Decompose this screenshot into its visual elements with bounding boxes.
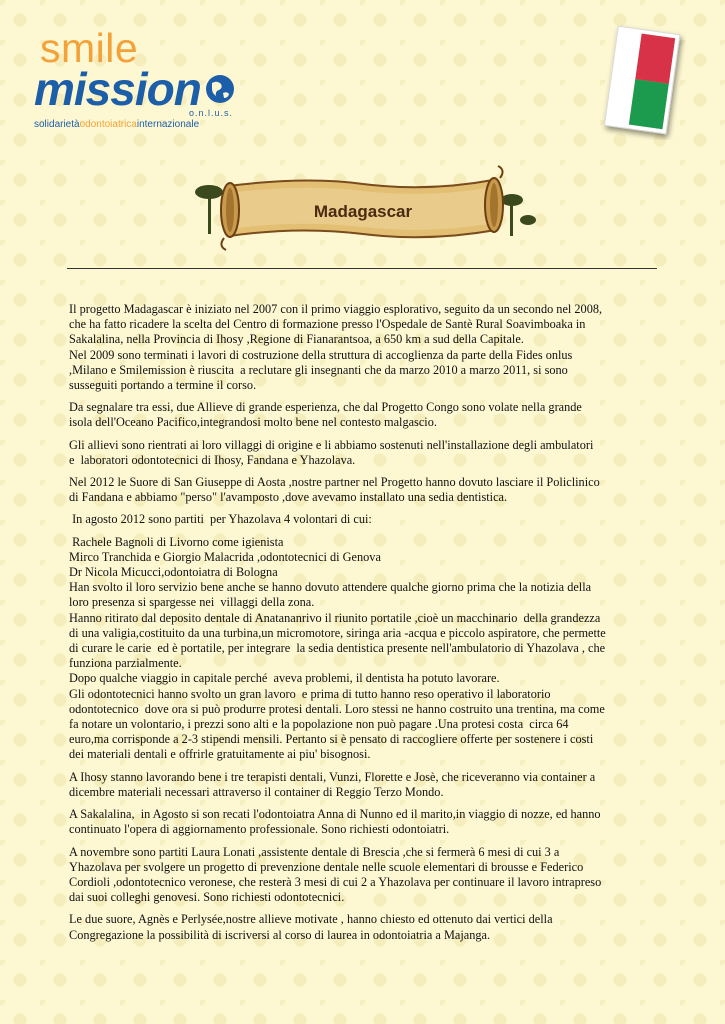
globe-icon bbox=[204, 73, 236, 105]
text-line: Rachele Bagnoli di Livorno come igienista bbox=[69, 534, 284, 549]
text-line: di una valigia,costituito da una turbina,un micromotore, siringa aria -acqua e piccolo aspiratore, che permette bbox=[69, 625, 606, 640]
paragraph bbox=[69, 512, 657, 527]
logo-onlus-text: o.n.l.u.s. bbox=[189, 108, 234, 118]
paragraph bbox=[69, 400, 657, 430]
text-line: Gli allievi sono rientrati ai loro villaggi di origine e li abbiamo sostenuti nell'installazione degli ambulatori bbox=[69, 437, 594, 452]
paragraph bbox=[69, 845, 657, 906]
text-line: susseguiti portando a termine il corso. bbox=[69, 378, 257, 393]
text-line: che ha fatto ricadere la scelta del Centro di formazione presso l'Ospedale de Santè Rural Soavimboaka in bbox=[69, 317, 586, 332]
text-line: Dopo qualche viaggio in capitale perché aveva problemi, il dentista ha potuto lavorare. bbox=[69, 671, 500, 686]
logo-tagline bbox=[34, 119, 199, 130]
text-line: Mirco Tranchida e Giorgio Malacrida ,odontotecnici di Genova bbox=[69, 549, 381, 564]
title-banner bbox=[188, 164, 538, 254]
text-line: Le due suore, Agnès e Perlysée,nostre allieve motivate , hanno chiesto ed ottenuto dai vertici della bbox=[69, 912, 553, 927]
smilemission-logo bbox=[34, 25, 249, 132]
text-line: Hanno ritirato dal deposito dentale di Anatananrivo il riunito portatile ,cioè un macchinario della grandezza bbox=[69, 610, 601, 625]
text-line: e laboratori odontotecnici di Ihosy, Fandana e Yhazolava. bbox=[69, 452, 356, 467]
paragraph bbox=[69, 770, 657, 800]
tagline-part: solidarietà bbox=[34, 119, 80, 130]
paragraph bbox=[69, 535, 657, 763]
text-line: Dr Nicola Micucci,odontoiatra di Bologna bbox=[69, 565, 278, 580]
text-line: Da segnalare tra essi, due Allieve di grande esperienza, che dal Progetto Congo sono volate nella grande bbox=[69, 400, 582, 415]
text-line: Gli odontotecnici hanno svolto un gran lavoro e prima di tutto hanno reso operativo il laboratorio bbox=[69, 686, 551, 701]
text-line: dei materiali dentali e offrirle gratuitamente ai piu' bisognosi. bbox=[69, 747, 371, 762]
horizontal-divider bbox=[67, 268, 657, 269]
text-line: Cordioli ,odontotecnico veronese, che resterà 3 mesi di cui 2 a Yhazolava per continuare il lavoro intrapreso bbox=[69, 874, 602, 889]
text-line: A Ihosy stanno lavorando bene i tre terapisti dentali, Vunzi, Florette e Josè, che riceveranno via container a bbox=[69, 769, 596, 784]
paragraph bbox=[69, 912, 657, 942]
text-line: Han svolto il loro servizio bene anche se hanno dovuto attendere qualche giorno prima che la notizia della bbox=[69, 580, 592, 595]
text-line: Nel 2009 sono terminati i lavori di costruzione della struttura di accoglienza da parte della Fides onlus bbox=[69, 347, 573, 362]
text-line: ,Milano e Smilemission è riuscita a reclutare gli insegnanti che da marzo 2010 a marzo 2011, si sono bbox=[69, 362, 568, 377]
text-line: euro,ma corrisponde a 2-3 stipendi mensili. Pertanto si è pensato di raccogliere offerte per sostenere i costi bbox=[69, 732, 594, 747]
article-body bbox=[69, 302, 657, 950]
text-line: odontotecnico dove ora si può produrre protesi dentali. Loro stessi ne hanno costruito una trentina, ma come bbox=[69, 701, 605, 716]
paragraph bbox=[69, 807, 657, 837]
text-line: di curare le carie ed è portatile, per integrare la sedia dentistica presente nell'ambulatorio di Yhazolava , che bbox=[69, 641, 606, 656]
text-line: Yhazolava per svolgere un progetto di prevenzione dentale nelle scuole elementari di brousse e Federico bbox=[69, 859, 584, 874]
text-line: isola dell'Oceano Pacifico,integrandosi molto bene nel contesto malgascio. bbox=[69, 415, 437, 430]
text-line: In agosto 2012 sono partiti per Yhazolava 4 volontari di cui: bbox=[69, 512, 372, 527]
logo-mission-text: mission bbox=[34, 63, 201, 115]
tagline-part: odontoiatrica bbox=[79, 119, 137, 130]
text-line: di Fandana e abbiamo "perso" l'avamposto ,dove avevamo installato una sedia dentistica. bbox=[69, 490, 508, 505]
text-line: dicembre materiali necessari attraverso il container di Reggio Terzo Mondo. bbox=[69, 784, 444, 799]
logo-smile-text: smile bbox=[40, 25, 139, 71]
paragraph bbox=[69, 302, 657, 393]
madagascar-flag-icon bbox=[597, 22, 687, 140]
paragraph bbox=[69, 438, 657, 468]
page-title: Madagascar bbox=[313, 202, 413, 221]
text-line: Sakalalina, nella Provincia di Ihosy ,Regione di Fianarantsoa, a 650 km a sud della Capitale. bbox=[69, 332, 524, 347]
text-line: Il progetto Madagascar è iniziato nel 2007 con il primo viaggio esplorativo, seguito da un secondo nel 2008, bbox=[69, 302, 603, 316]
text-line: A Sakalalina, in Agosto si son recati l'odontoiatra Anna di Nunno ed il marito,in viaggio di nozze, ed hanno bbox=[69, 807, 601, 822]
tagline-part: internazionale bbox=[136, 119, 200, 130]
text-line: Congregazione la possibilità di iscriversi al corso di laurea in odontoiatria a Majanga. bbox=[69, 927, 491, 942]
paragraph bbox=[69, 475, 657, 505]
text-line: continuato l'opera di aggiornamento professionale. Sono richiesti odontoiatri. bbox=[69, 822, 450, 837]
text-line: A novembre sono partiti Laura Lonati ,assistente dentale di Brescia ,che si fermerà 6 mesi di cui 3 a bbox=[69, 844, 560, 859]
text-line: loro presenza si spargesse nei villaggi della zona. bbox=[69, 595, 315, 610]
text-line: fa notare un volontario, i prezzi sono alti e la popolazione non può pagare .Una protesi costa circa 64 bbox=[69, 717, 569, 732]
text-line: dai suoi colleghi genovesi. Sono richiesti odontotecnici. bbox=[69, 890, 345, 905]
text-line: Nel 2012 le Suore di San Giuseppe di Aosta ,nostre partner nel Progetto hanno dovuto lasciare il Policlinico bbox=[69, 475, 600, 490]
text-line: funziona parzialmente. bbox=[69, 656, 182, 671]
